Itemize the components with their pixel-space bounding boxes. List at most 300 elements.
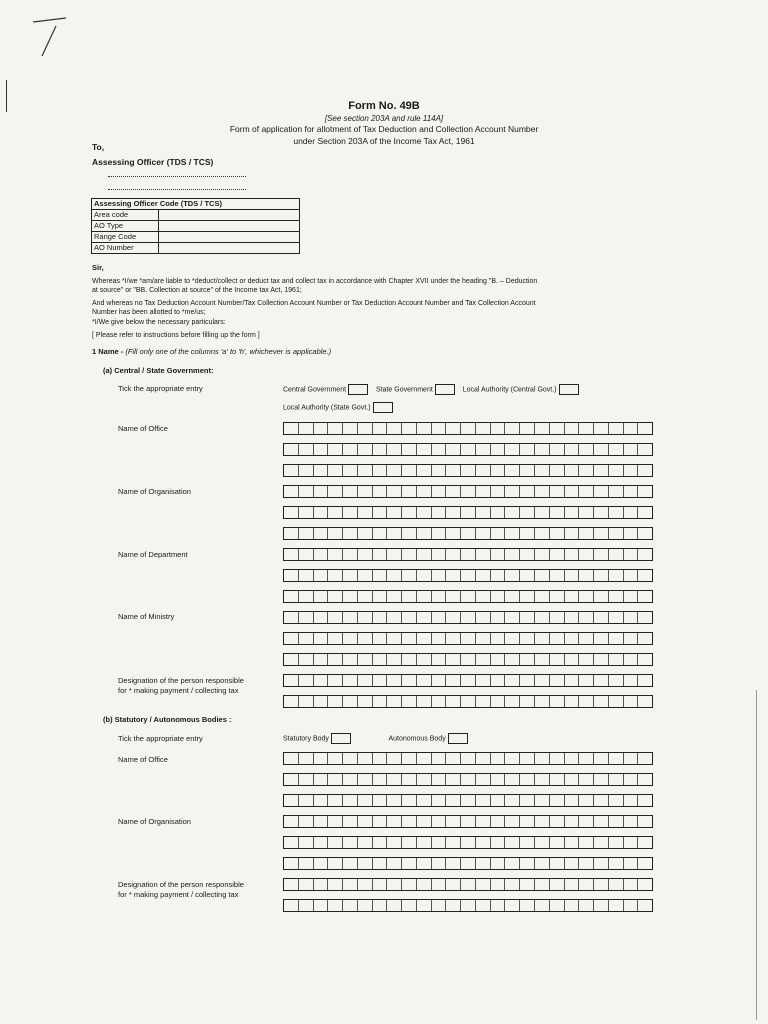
char-box[interactable] xyxy=(609,507,624,518)
char-box[interactable] xyxy=(284,528,299,539)
char-box[interactable] xyxy=(417,423,432,434)
char-box[interactable] xyxy=(505,423,520,434)
char-box-row[interactable] xyxy=(283,569,653,582)
char-box[interactable] xyxy=(314,633,329,644)
char-box[interactable] xyxy=(387,612,402,623)
char-box[interactable] xyxy=(491,444,506,455)
char-box[interactable] xyxy=(417,654,432,665)
char-box[interactable] xyxy=(417,465,432,476)
char-box[interactable] xyxy=(565,654,580,665)
char-box[interactable] xyxy=(609,591,624,602)
char-box[interactable] xyxy=(491,612,506,623)
char-box[interactable] xyxy=(432,423,447,434)
char-box[interactable] xyxy=(446,633,461,644)
char-box[interactable] xyxy=(638,816,652,827)
char-box[interactable] xyxy=(550,837,565,848)
char-box[interactable] xyxy=(417,837,432,848)
char-box[interactable] xyxy=(402,549,417,560)
char-box[interactable] xyxy=(609,633,624,644)
char-box[interactable] xyxy=(609,774,624,785)
char-box[interactable] xyxy=(373,816,388,827)
char-box[interactable] xyxy=(579,900,594,911)
char-box[interactable] xyxy=(535,654,550,665)
char-box[interactable] xyxy=(432,879,447,890)
char-box[interactable] xyxy=(432,591,447,602)
char-box[interactable] xyxy=(373,570,388,581)
char-box[interactable] xyxy=(446,549,461,560)
char-box[interactable] xyxy=(343,528,358,539)
char-box[interactable] xyxy=(505,528,520,539)
char-box[interactable] xyxy=(358,696,373,707)
char-box[interactable] xyxy=(520,465,535,476)
char-box[interactable] xyxy=(579,591,594,602)
char-box[interactable] xyxy=(387,774,402,785)
char-box[interactable] xyxy=(579,654,594,665)
char-box[interactable] xyxy=(284,486,299,497)
char-box[interactable] xyxy=(535,753,550,764)
char-box[interactable] xyxy=(624,816,639,827)
char-box[interactable] xyxy=(284,549,299,560)
char-box[interactable] xyxy=(461,753,476,764)
char-box[interactable] xyxy=(402,858,417,869)
char-box[interactable] xyxy=(343,654,358,665)
char-box[interactable] xyxy=(343,507,358,518)
char-box[interactable] xyxy=(535,696,550,707)
char-box[interactable] xyxy=(358,549,373,560)
char-box[interactable] xyxy=(284,654,299,665)
range-code-field[interactable] xyxy=(159,232,300,243)
char-box[interactable] xyxy=(402,753,417,764)
char-box[interactable] xyxy=(358,753,373,764)
char-box[interactable] xyxy=(328,837,343,848)
char-box[interactable] xyxy=(461,633,476,644)
char-box[interactable] xyxy=(446,570,461,581)
char-box[interactable] xyxy=(299,423,314,434)
char-box[interactable] xyxy=(638,465,652,476)
char-box[interactable] xyxy=(314,612,329,623)
char-box[interactable] xyxy=(565,486,580,497)
char-box[interactable] xyxy=(314,591,329,602)
char-box[interactable] xyxy=(387,753,402,764)
char-box[interactable] xyxy=(624,465,639,476)
char-box[interactable] xyxy=(550,795,565,806)
char-box[interactable] xyxy=(461,423,476,434)
char-box[interactable] xyxy=(328,858,343,869)
char-box[interactable] xyxy=(387,900,402,911)
char-box[interactable] xyxy=(299,858,314,869)
char-box[interactable] xyxy=(461,696,476,707)
char-box[interactable] xyxy=(314,900,329,911)
char-box[interactable] xyxy=(476,570,491,581)
char-box[interactable] xyxy=(550,654,565,665)
char-box[interactable] xyxy=(432,654,447,665)
char-box-row[interactable] xyxy=(283,485,653,498)
char-box[interactable] xyxy=(594,612,609,623)
char-box[interactable] xyxy=(550,507,565,518)
char-box[interactable] xyxy=(476,774,491,785)
char-box[interactable] xyxy=(579,444,594,455)
char-box[interactable] xyxy=(314,465,329,476)
char-box[interactable] xyxy=(432,465,447,476)
char-box[interactable] xyxy=(373,696,388,707)
char-box-row[interactable] xyxy=(283,464,653,477)
char-box[interactable] xyxy=(373,591,388,602)
char-box[interactable] xyxy=(373,507,388,518)
char-box[interactable] xyxy=(299,696,314,707)
char-box[interactable] xyxy=(328,879,343,890)
char-box[interactable] xyxy=(446,675,461,686)
char-box-row[interactable] xyxy=(283,422,653,435)
char-box[interactable] xyxy=(594,591,609,602)
char-box[interactable] xyxy=(446,774,461,785)
char-box[interactable] xyxy=(417,486,432,497)
char-box[interactable] xyxy=(358,837,373,848)
char-box[interactable] xyxy=(343,795,358,806)
char-box[interactable] xyxy=(417,879,432,890)
char-box[interactable] xyxy=(535,549,550,560)
char-box[interactable] xyxy=(505,507,520,518)
char-box-row[interactable] xyxy=(283,632,653,645)
char-box[interactable] xyxy=(461,465,476,476)
char-box[interactable] xyxy=(299,486,314,497)
char-box-row[interactable] xyxy=(283,674,653,687)
char-box[interactable] xyxy=(284,900,299,911)
char-box[interactable] xyxy=(402,879,417,890)
char-box[interactable] xyxy=(402,591,417,602)
char-box[interactable] xyxy=(446,753,461,764)
char-box[interactable] xyxy=(565,879,580,890)
char-box[interactable] xyxy=(594,816,609,827)
char-box[interactable] xyxy=(491,837,506,848)
char-box[interactable] xyxy=(476,753,491,764)
char-box[interactable] xyxy=(461,444,476,455)
char-box-row[interactable] xyxy=(283,443,653,456)
char-box[interactable] xyxy=(638,837,652,848)
char-box[interactable] xyxy=(476,444,491,455)
char-box[interactable] xyxy=(535,795,550,806)
char-box[interactable] xyxy=(476,486,491,497)
char-box[interactable] xyxy=(476,858,491,869)
char-box[interactable] xyxy=(402,465,417,476)
char-box[interactable] xyxy=(491,528,506,539)
char-box-row[interactable] xyxy=(283,899,653,912)
char-box[interactable] xyxy=(505,570,520,581)
char-box[interactable] xyxy=(609,858,624,869)
char-box[interactable] xyxy=(624,696,639,707)
char-box[interactable] xyxy=(535,528,550,539)
char-box[interactable] xyxy=(461,879,476,890)
char-box[interactable] xyxy=(505,696,520,707)
char-box[interactable] xyxy=(402,633,417,644)
char-box[interactable] xyxy=(476,528,491,539)
char-box[interactable] xyxy=(535,444,550,455)
char-box[interactable] xyxy=(387,879,402,890)
char-box[interactable] xyxy=(343,486,358,497)
char-box[interactable] xyxy=(432,795,447,806)
char-box[interactable] xyxy=(402,675,417,686)
local-authority-central-checkbox[interactable] xyxy=(559,384,579,395)
char-box[interactable] xyxy=(505,816,520,827)
char-box[interactable] xyxy=(343,591,358,602)
char-box-row[interactable] xyxy=(283,653,653,666)
char-box[interactable] xyxy=(417,633,432,644)
char-box[interactable] xyxy=(520,423,535,434)
char-box[interactable] xyxy=(579,570,594,581)
char-box[interactable] xyxy=(314,423,329,434)
char-box[interactable] xyxy=(535,675,550,686)
char-box[interactable] xyxy=(402,444,417,455)
char-box[interactable] xyxy=(491,570,506,581)
char-box[interactable] xyxy=(373,795,388,806)
char-box[interactable] xyxy=(373,900,388,911)
char-box[interactable] xyxy=(328,549,343,560)
char-box[interactable] xyxy=(579,549,594,560)
char-box[interactable] xyxy=(638,675,652,686)
char-box[interactable] xyxy=(505,612,520,623)
char-box[interactable] xyxy=(624,675,639,686)
char-box[interactable] xyxy=(343,549,358,560)
char-box[interactable] xyxy=(505,549,520,560)
char-box[interactable] xyxy=(432,612,447,623)
char-box[interactable] xyxy=(417,900,432,911)
char-box[interactable] xyxy=(579,858,594,869)
char-box[interactable] xyxy=(535,423,550,434)
char-box[interactable] xyxy=(299,633,314,644)
char-box[interactable] xyxy=(550,900,565,911)
char-box[interactable] xyxy=(358,423,373,434)
char-box[interactable] xyxy=(520,795,535,806)
char-box[interactable] xyxy=(505,753,520,764)
char-box[interactable] xyxy=(358,654,373,665)
char-box[interactable] xyxy=(461,486,476,497)
char-box[interactable] xyxy=(624,549,639,560)
char-box[interactable] xyxy=(565,507,580,518)
char-box[interactable] xyxy=(624,507,639,518)
char-box[interactable] xyxy=(284,774,299,785)
char-box[interactable] xyxy=(373,675,388,686)
char-box[interactable] xyxy=(476,696,491,707)
char-box[interactable] xyxy=(579,633,594,644)
char-box[interactable] xyxy=(314,549,329,560)
char-box[interactable] xyxy=(402,486,417,497)
char-box[interactable] xyxy=(358,879,373,890)
char-box[interactable] xyxy=(565,423,580,434)
char-box[interactable] xyxy=(343,774,358,785)
char-box[interactable] xyxy=(565,633,580,644)
char-box[interactable] xyxy=(638,879,652,890)
char-box[interactable] xyxy=(432,858,447,869)
char-box[interactable] xyxy=(446,654,461,665)
char-box[interactable] xyxy=(432,753,447,764)
char-box[interactable] xyxy=(373,465,388,476)
char-box[interactable] xyxy=(461,654,476,665)
char-box[interactable] xyxy=(417,570,432,581)
char-box[interactable] xyxy=(299,570,314,581)
char-box[interactable] xyxy=(328,507,343,518)
char-box[interactable] xyxy=(328,612,343,623)
char-box[interactable] xyxy=(358,486,373,497)
char-box[interactable] xyxy=(446,423,461,434)
char-box[interactable] xyxy=(535,612,550,623)
char-box[interactable] xyxy=(299,507,314,518)
char-box[interactable] xyxy=(520,507,535,518)
char-box[interactable] xyxy=(343,612,358,623)
char-box[interactable] xyxy=(284,633,299,644)
char-box[interactable] xyxy=(417,696,432,707)
char-box[interactable] xyxy=(446,900,461,911)
char-box[interactable] xyxy=(638,795,652,806)
char-box[interactable] xyxy=(609,612,624,623)
char-box[interactable] xyxy=(579,879,594,890)
char-box[interactable] xyxy=(594,879,609,890)
char-box[interactable] xyxy=(328,774,343,785)
char-box[interactable] xyxy=(535,879,550,890)
char-box[interactable] xyxy=(284,465,299,476)
char-box[interactable] xyxy=(343,675,358,686)
char-box[interactable] xyxy=(446,528,461,539)
char-box[interactable] xyxy=(358,612,373,623)
char-box[interactable] xyxy=(446,444,461,455)
char-box[interactable] xyxy=(417,507,432,518)
char-box[interactable] xyxy=(446,486,461,497)
char-box[interactable] xyxy=(565,858,580,869)
char-box[interactable] xyxy=(417,612,432,623)
char-box[interactable] xyxy=(328,816,343,827)
char-box[interactable] xyxy=(432,774,447,785)
char-box[interactable] xyxy=(609,444,624,455)
char-box[interactable] xyxy=(387,486,402,497)
char-box[interactable] xyxy=(638,507,652,518)
char-box[interactable] xyxy=(432,528,447,539)
char-box[interactable] xyxy=(284,696,299,707)
char-box[interactable] xyxy=(638,612,652,623)
char-box[interactable] xyxy=(594,465,609,476)
char-box[interactable] xyxy=(476,675,491,686)
char-box[interactable] xyxy=(638,753,652,764)
char-box[interactable] xyxy=(284,675,299,686)
char-box[interactable] xyxy=(299,837,314,848)
char-box[interactable] xyxy=(358,444,373,455)
char-box[interactable] xyxy=(609,675,624,686)
char-box[interactable] xyxy=(343,696,358,707)
char-box[interactable] xyxy=(594,507,609,518)
char-box[interactable] xyxy=(373,423,388,434)
char-box[interactable] xyxy=(624,486,639,497)
char-box[interactable] xyxy=(358,528,373,539)
char-box[interactable] xyxy=(520,486,535,497)
char-box[interactable] xyxy=(299,774,314,785)
char-box[interactable] xyxy=(299,816,314,827)
char-box[interactable] xyxy=(505,591,520,602)
char-box[interactable] xyxy=(373,858,388,869)
char-box[interactable] xyxy=(373,633,388,644)
central-government-checkbox[interactable] xyxy=(348,384,368,395)
char-box[interactable] xyxy=(299,591,314,602)
char-box[interactable] xyxy=(387,795,402,806)
char-box[interactable] xyxy=(520,612,535,623)
char-box[interactable] xyxy=(402,900,417,911)
char-box[interactable] xyxy=(284,879,299,890)
char-box[interactable] xyxy=(358,507,373,518)
char-box[interactable] xyxy=(579,774,594,785)
char-box[interactable] xyxy=(328,570,343,581)
char-box[interactable] xyxy=(505,444,520,455)
char-box[interactable] xyxy=(638,696,652,707)
char-box[interactable] xyxy=(328,423,343,434)
char-box[interactable] xyxy=(387,696,402,707)
char-box[interactable] xyxy=(402,423,417,434)
char-box[interactable] xyxy=(550,858,565,869)
char-box[interactable] xyxy=(343,570,358,581)
char-box[interactable] xyxy=(609,696,624,707)
char-box[interactable] xyxy=(432,507,447,518)
char-box[interactable] xyxy=(476,465,491,476)
char-box[interactable] xyxy=(638,900,652,911)
char-box[interactable] xyxy=(417,444,432,455)
char-box[interactable] xyxy=(328,654,343,665)
char-box[interactable] xyxy=(638,423,652,434)
char-box[interactable] xyxy=(535,570,550,581)
char-box[interactable] xyxy=(520,549,535,560)
char-box[interactable] xyxy=(565,612,580,623)
char-box[interactable] xyxy=(624,633,639,644)
char-box[interactable] xyxy=(402,816,417,827)
char-box[interactable] xyxy=(505,774,520,785)
char-box[interactable] xyxy=(520,654,535,665)
char-box[interactable] xyxy=(624,654,639,665)
char-box-row[interactable] xyxy=(283,611,653,624)
char-box[interactable] xyxy=(638,570,652,581)
char-box[interactable] xyxy=(624,837,639,848)
char-box[interactable] xyxy=(343,837,358,848)
char-box[interactable] xyxy=(461,591,476,602)
char-box[interactable] xyxy=(624,858,639,869)
char-box[interactable] xyxy=(314,507,329,518)
char-box[interactable] xyxy=(550,675,565,686)
char-box[interactable] xyxy=(505,654,520,665)
char-box[interactable] xyxy=(461,549,476,560)
char-box[interactable] xyxy=(535,507,550,518)
char-box[interactable] xyxy=(491,423,506,434)
char-box[interactable] xyxy=(609,423,624,434)
char-box[interactable] xyxy=(550,879,565,890)
char-box[interactable] xyxy=(476,900,491,911)
char-box[interactable] xyxy=(358,900,373,911)
char-box[interactable] xyxy=(461,816,476,827)
char-box[interactable] xyxy=(328,465,343,476)
char-box[interactable] xyxy=(387,837,402,848)
char-box[interactable] xyxy=(476,507,491,518)
char-box[interactable] xyxy=(373,774,388,785)
char-box[interactable] xyxy=(402,570,417,581)
char-box[interactable] xyxy=(594,837,609,848)
char-box[interactable] xyxy=(461,675,476,686)
char-box-row[interactable] xyxy=(283,794,653,807)
char-box[interactable] xyxy=(402,507,417,518)
char-box[interactable] xyxy=(638,858,652,869)
char-box[interactable] xyxy=(565,549,580,560)
char-box[interactable] xyxy=(476,612,491,623)
char-box[interactable] xyxy=(624,591,639,602)
ao-type-field[interactable] xyxy=(159,221,300,232)
char-box[interactable] xyxy=(343,465,358,476)
char-box[interactable] xyxy=(314,858,329,869)
char-box[interactable] xyxy=(535,465,550,476)
char-box[interactable] xyxy=(284,507,299,518)
char-box[interactable] xyxy=(358,816,373,827)
char-box[interactable] xyxy=(417,816,432,827)
char-box[interactable] xyxy=(579,795,594,806)
